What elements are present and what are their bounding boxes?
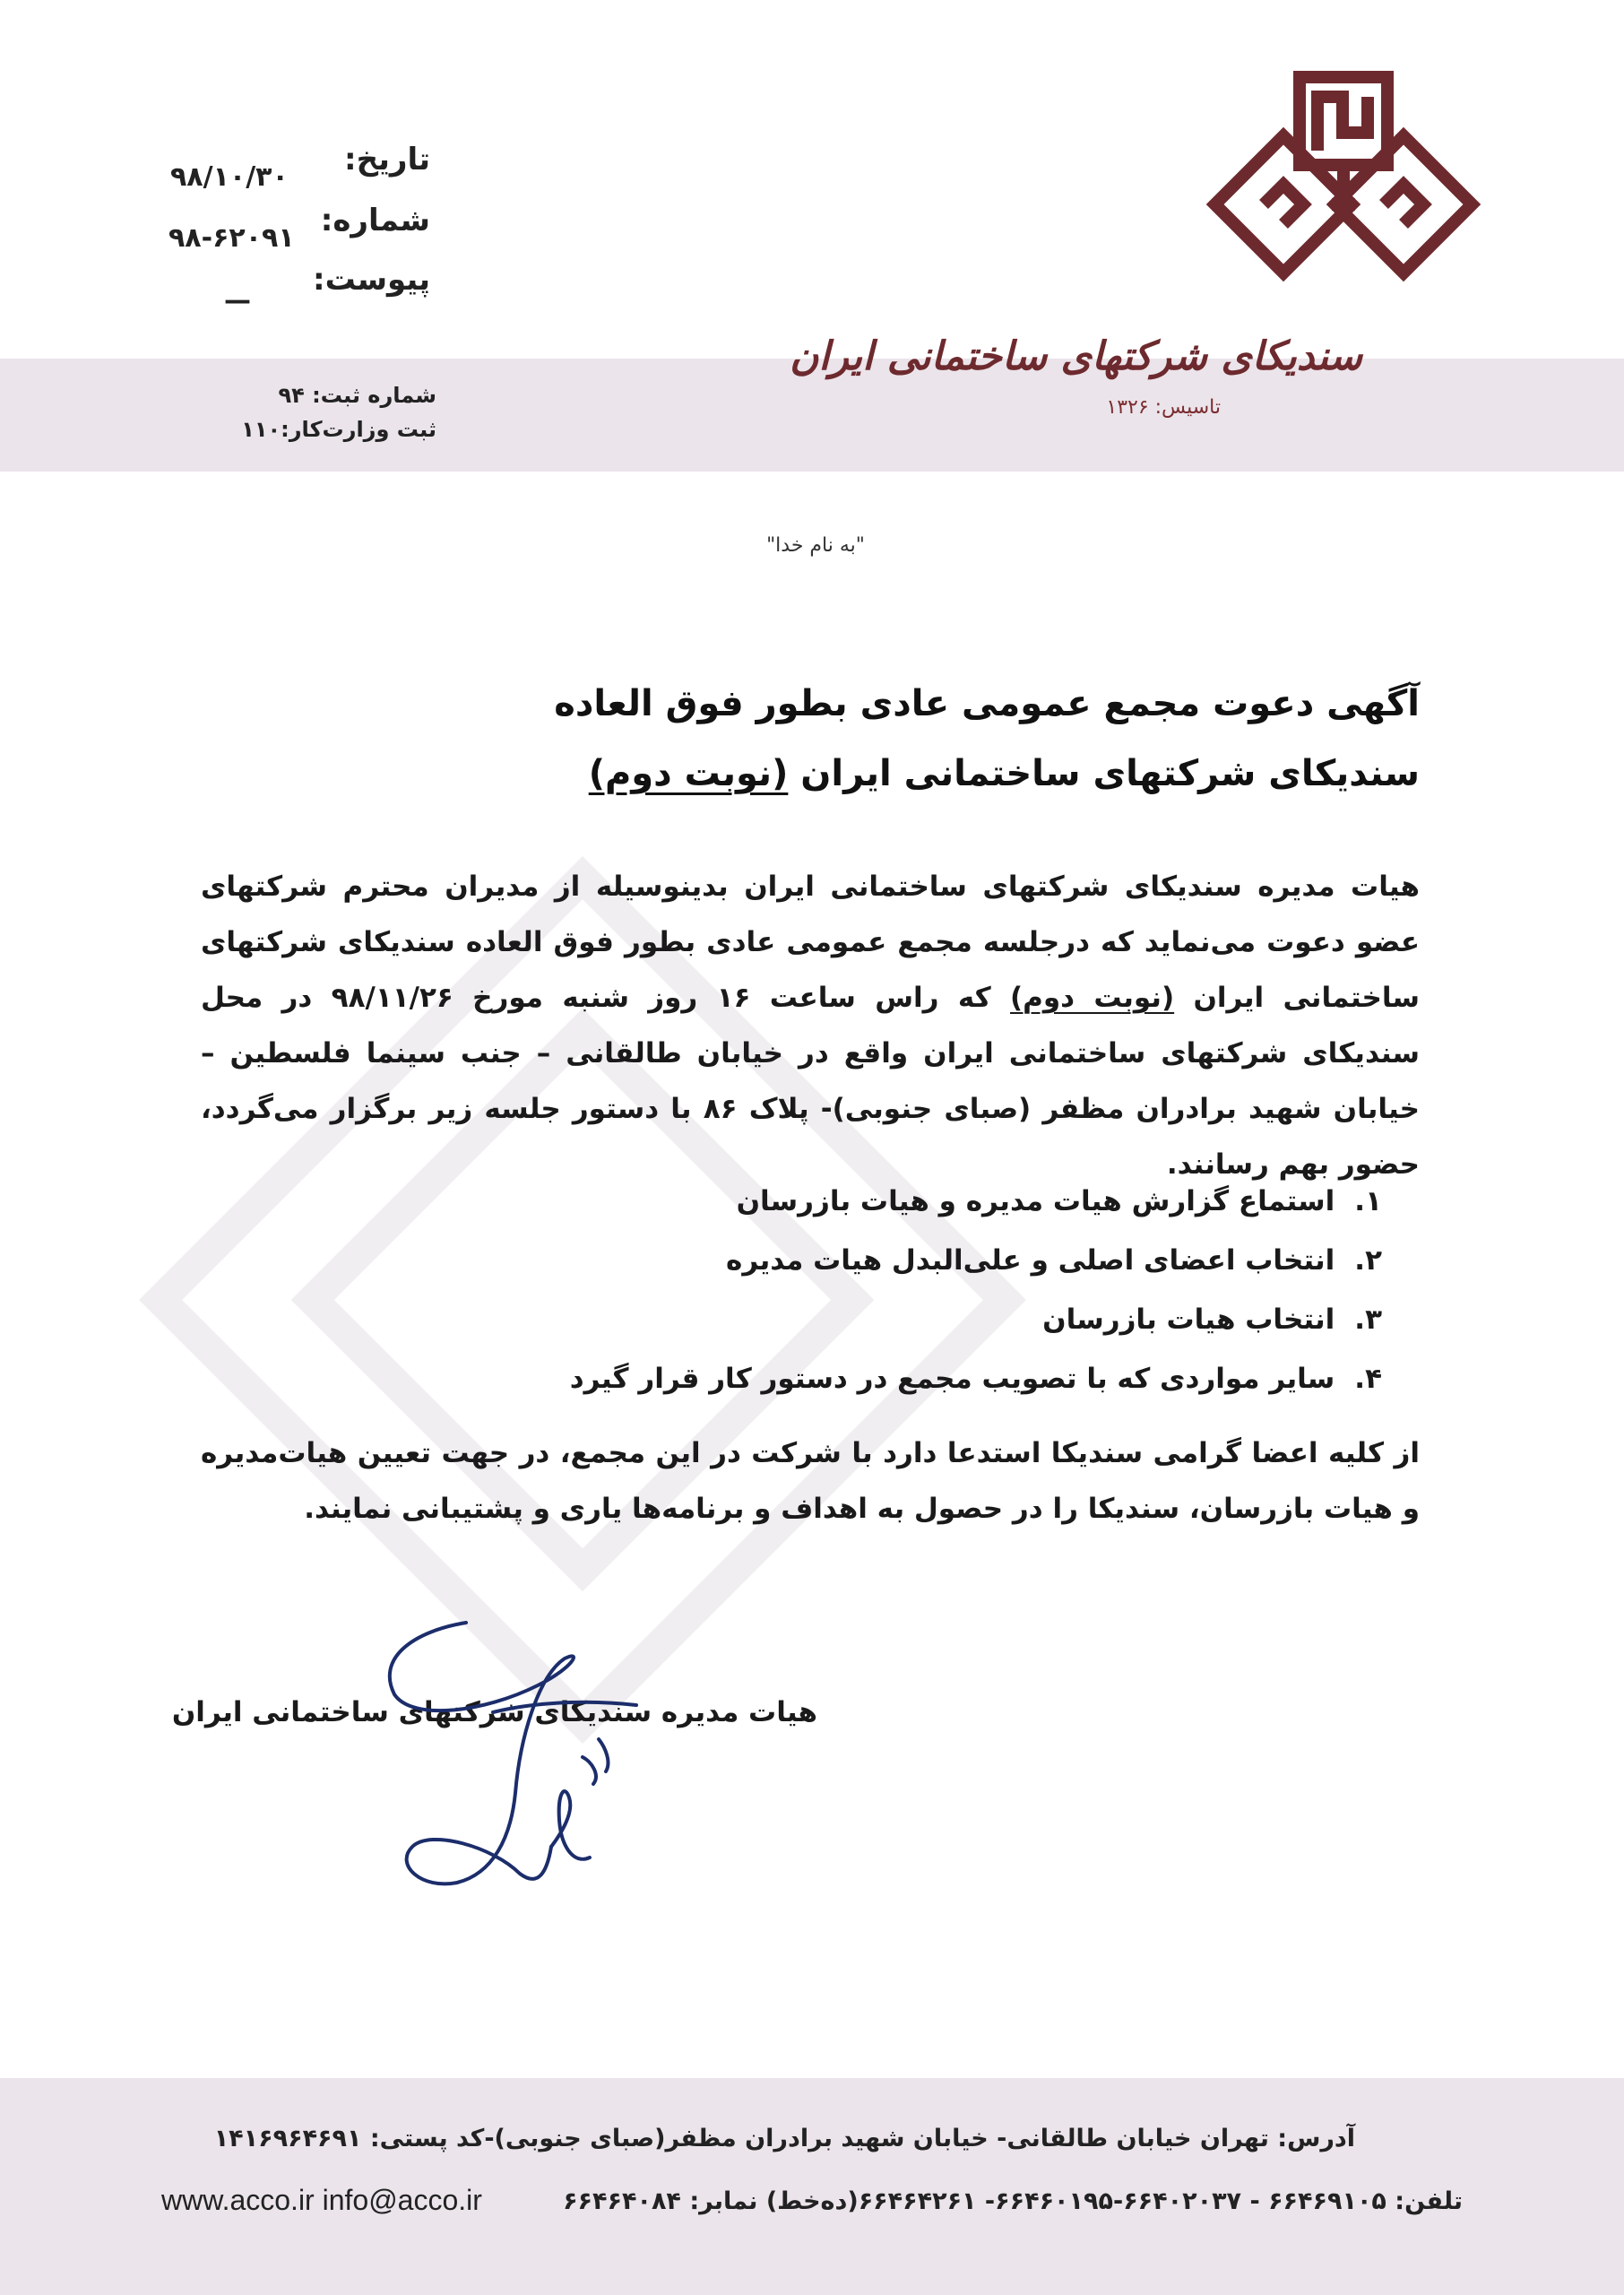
footer-phone: تلفن: ۶۶۴۶۹۱۰۵ - ۶۶۴۰۲۰۳۷-۶۶۴۶۰۱۹۵- ۶۶۴۶۴۲۶۱(ده‌خط) نمابر: ۶۶۴۶۴۰۸۴ [563,2187,1463,2215]
title-line-1: آگهی دعوت مجمع عمومی عادی بطور فوق العاده [554,683,1420,724]
agenda-text: انتخاب هیات بازرسان [1042,1303,1335,1336]
agenda-number: ۱. [1354,1185,1382,1217]
attachment-label: پیوست: [313,262,430,298]
ministry-registration: ثبت وزارت‌کار:۱۱۰ [241,417,436,442]
signer-name: هیات مدیره سندیکای شرکتهای ساختمانی ایران [171,1696,817,1728]
number-label: شماره: [320,203,430,238]
logo [790,70,1506,419]
intro-part-2: که راس ساعت ۱۶ روز شنبه مورخ ۹۸/۱۱/۲۶ در محل سندیکای شرکتهای ساختمانی ایران واقع در خیابان طالقانی – جنب سینما فلسطین – خیابان شهید برادران مظفر (صبای جنوبی)- پلاک ۸۶ با دستور جلسه زیر برگزار می‌گردد، حضور بهم رسانند. [201,982,1420,1181]
logo-established: تاسیس: ۱۳۲۶ [1106,396,1221,419]
agenda-number: ۳. [1354,1303,1382,1336]
number-value: ۹۸-۶۲۰۹۱ [168,222,295,254]
intro-round-underlined: (نوبت دوم) [1010,982,1175,1014]
logo-emblem-icon [1129,70,1506,339]
date-label: تاریخ: [344,142,430,178]
handwritten-signature [358,1605,753,1910]
agenda-item [1042,1303,1382,1336]
closing-paragraph: از کلیه اعضا گرامی سندیکا استدعا دارد با شرکت در این مجمع، در جهت تعیین هیات‌مدیره و هیات بازرسان، سندیکا را در حصول به اهداف و برنامه‌ها یاری و پشتیبانی نمایند. [201,1437,1420,1525]
date-value: ۹۸/۱۰/۳۰ [170,161,289,193]
title-line-2-main: سندیکای شرکتهای ساختمانی ایران [788,753,1420,794]
agenda-item [570,1363,1382,1395]
footer-website-email: www.acco.ir info@acco.ir [161,2184,482,2216]
agenda-text: استماع گزارش هیات مدیره و هیات بازرسان [736,1185,1335,1217]
agenda-number: ۲. [1354,1244,1382,1277]
title-line-2 [589,753,1420,794]
registration-info [241,378,436,446]
attachment-value: — [224,285,251,316]
footer-address: آدرس: تهران خیابان طالقانی- خیابان شهید برادران مظفر(صبای جنوبی)-کد پستی: ۱۴۱۶۹۶۴۶۹۱ [213,2125,1355,2152]
registration-number: شماره ثبت: ۹۴ [278,383,436,408]
agenda-item [737,1185,1382,1217]
agenda-number: ۴. [1354,1363,1382,1395]
title-round-underlined: (نوبت دوم) [588,753,789,794]
agenda-item [726,1244,1382,1277]
intro-part-1: هیات مدیره سندیکای شرکتهای ساختمانی ایران بدینوسیله از مدیران محترم شرکتهای عضو دعوت می‌نماید که درجلسه مجمع عمومی عادی بطور فوق العاده سندیکای شرکتهای ساختمانی ایران [201,870,1420,1014]
agenda-text: انتخاب اعضای اصلی و علی‌البدل هیات مدیره [726,1244,1335,1277]
basmala: "به نام خدا" [766,534,865,557]
agenda-text: سایر مواردی که با تصویب مجمع در دستور کار قرار گیرد [569,1363,1335,1395]
intro-paragraph [201,859,1420,1192]
logo-name: سندیکای شرکتهای ساختمانی ایران [790,333,1362,379]
